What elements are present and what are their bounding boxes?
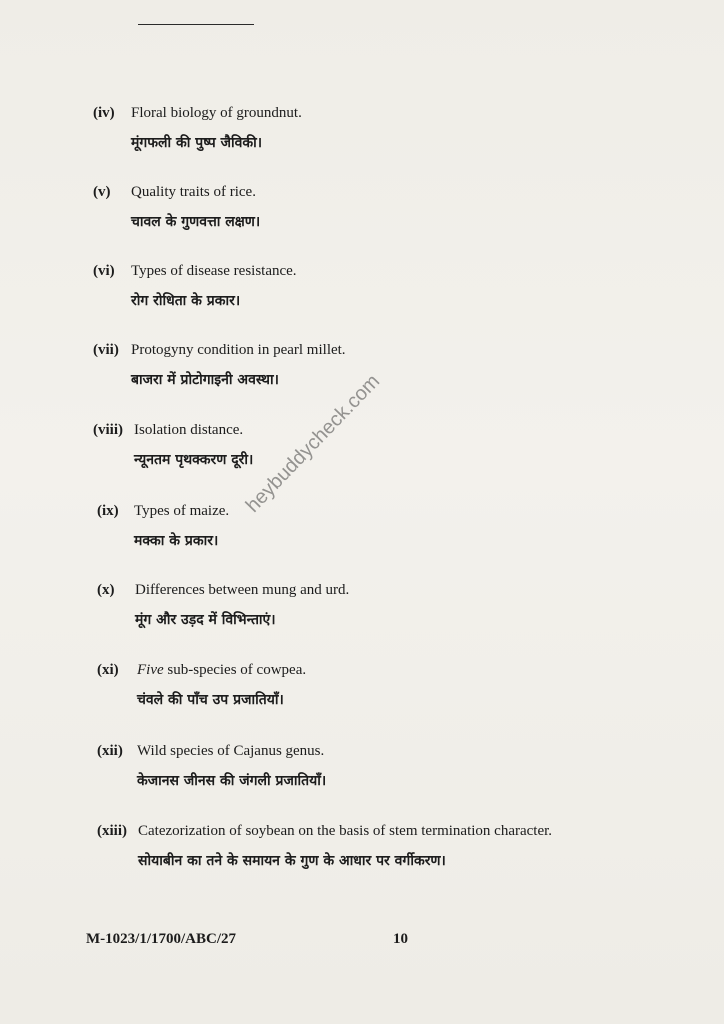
watermark-text: heybuddycheck.com (241, 370, 385, 517)
question-item (0, 263, 724, 333)
question-item (0, 503, 724, 573)
question-item (0, 422, 724, 492)
question-number: (xii) (97, 743, 123, 759)
question-number: (vii) (93, 342, 119, 358)
question-item (0, 184, 724, 254)
question-english: Quality traits of rice. (131, 184, 256, 200)
page-number: 10 (393, 931, 408, 947)
question-hindi: चावल के गुणवत्ता लक्षण। (131, 214, 261, 230)
question-english (137, 662, 306, 679)
question-english: Types of maize. (134, 503, 230, 519)
question-english: Protogyny condition in pearl millet. (131, 342, 346, 358)
question-item (0, 823, 724, 893)
question-english-emphasis: Five (137, 662, 164, 678)
question-english-rest: sub-species of cowpea. (163, 662, 307, 678)
question-english: Wild species of Cajanus genus. (137, 743, 325, 759)
question-english: Differences between mung and urd. (135, 582, 350, 598)
question-hindi: मक्का के प्रकार। (134, 533, 219, 549)
question-number: (x) (97, 582, 115, 598)
paper-code: M-1023/1/1700/ABC/27 (86, 931, 236, 947)
question-number: (ix) (97, 503, 119, 519)
question-hindi: चंवले की पाँच उप प्रजातियाँ। (137, 692, 284, 708)
question-hindi: केजानस जीनस की जंगली प्रजातियाँ। (137, 773, 327, 789)
question-hindi: मूंग और उड़द में विभिन्ताएं। (135, 612, 276, 628)
question-english: Isolation distance. (134, 422, 244, 438)
question-item (0, 582, 724, 652)
top-rule-divider (138, 24, 254, 25)
question-english: Types of disease resistance. (131, 263, 297, 279)
question-item (0, 105, 724, 175)
question-item (0, 662, 724, 732)
question-number: (viii) (93, 422, 123, 438)
question-number: (xiii) (97, 823, 127, 839)
question-english: Floral biology of groundnut. (131, 105, 302, 121)
question-hindi: मूंगफली की पुष्प जैविकी। (131, 135, 263, 151)
question-hindi: रोग रोधिता के प्रकार। (131, 293, 241, 309)
question-english: Catezorization of soybean on the basis of stem termination character. (138, 823, 553, 839)
question-number: (iv) (93, 105, 115, 121)
question-hindi: बाजरा में प्रोटोगाइनी अवस्था। (131, 372, 279, 388)
question-number: (xi) (97, 662, 119, 678)
question-number: (vi) (93, 263, 115, 279)
question-item (0, 743, 724, 813)
question-hindi: सोयाबीन का तने के समायन के गुण के आधार पर वर्गीकरण। (138, 853, 446, 869)
question-hindi: न्यूनतम पृथक्करण दूरी। (134, 452, 254, 468)
question-number: (v) (93, 184, 111, 200)
